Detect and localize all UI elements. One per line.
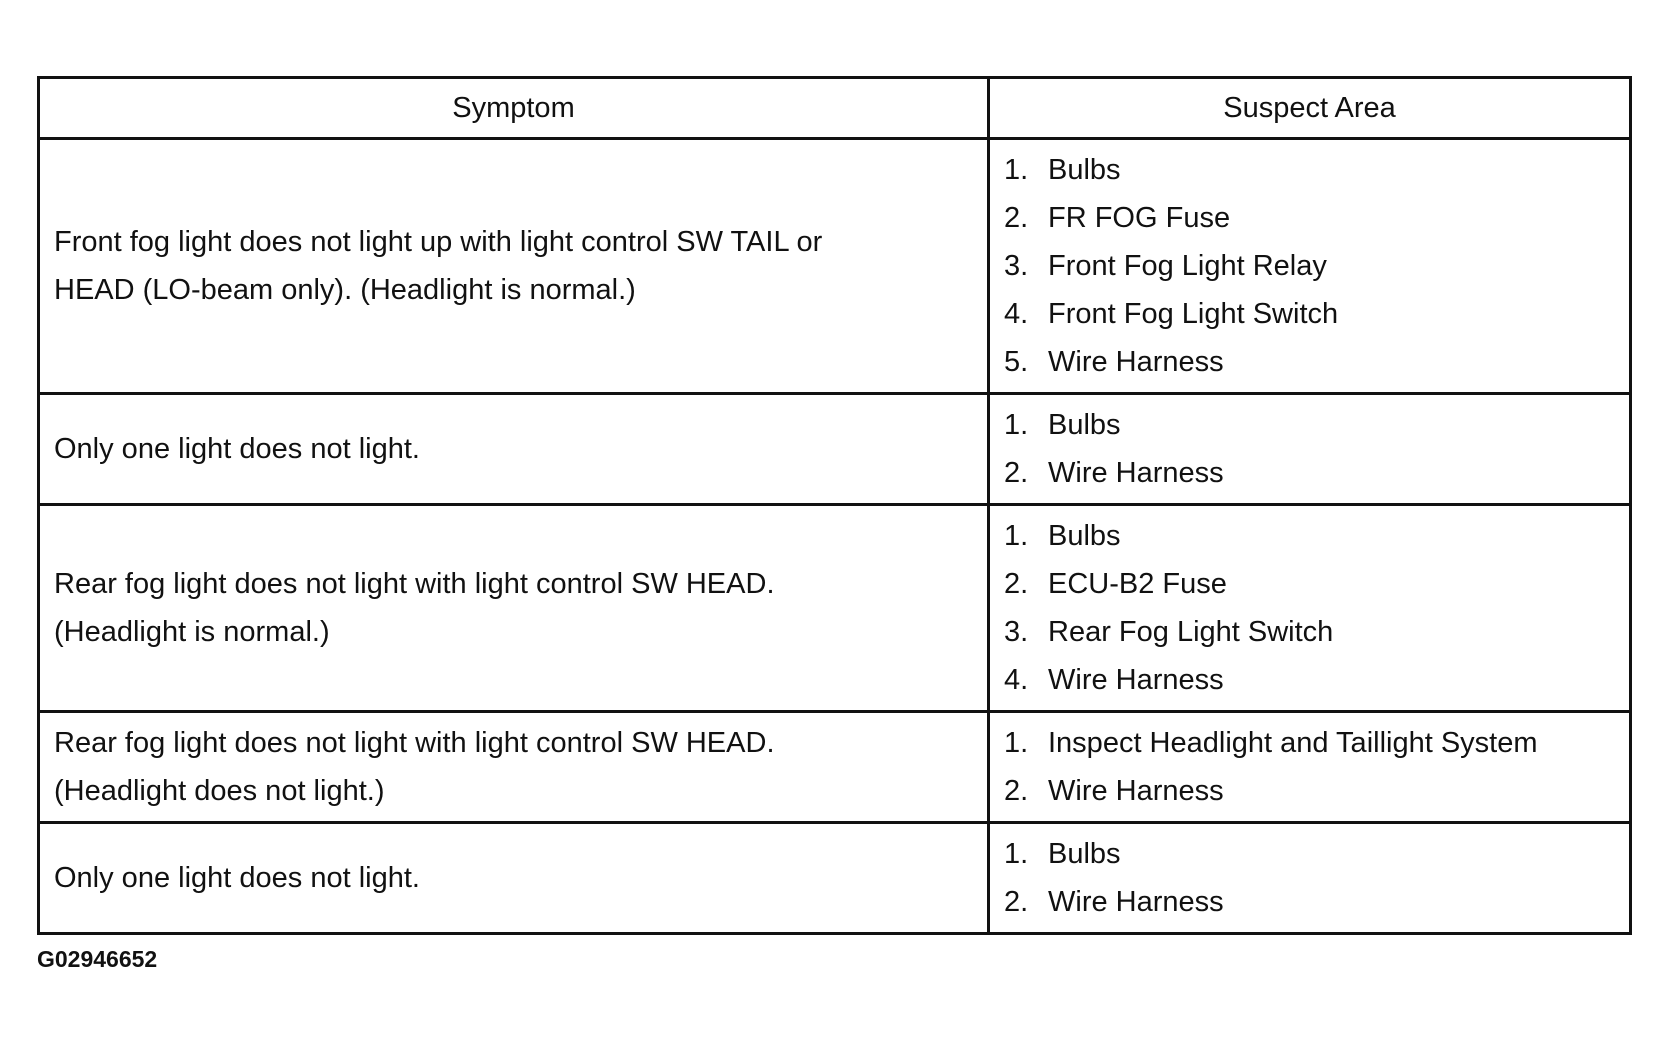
suspect-area-list xyxy=(1004,401,1615,497)
suspect-area-cell xyxy=(989,139,1631,394)
suspect-item xyxy=(1004,242,1615,290)
item-text: ECU-B2 Fuse xyxy=(1048,568,1227,600)
suspect-item xyxy=(1004,608,1615,656)
suspect-item xyxy=(1004,719,1615,767)
item-text: Wire Harness xyxy=(1048,775,1224,807)
suspect-area-cell xyxy=(989,505,1631,712)
suspect-item xyxy=(1004,401,1615,449)
header-suspect-area: Suspect Area xyxy=(989,78,1631,139)
symptom-line: Rear fog light does not light with light control SW HEAD. xyxy=(54,568,775,600)
item-text: Wire Harness xyxy=(1048,886,1224,918)
item-number: 4. xyxy=(1004,298,1029,330)
suspect-item xyxy=(1004,449,1615,497)
item-number: 1. xyxy=(1004,727,1029,759)
symptom-cell xyxy=(39,394,989,505)
item-number: 2. xyxy=(1004,886,1029,918)
item-number: 2. xyxy=(1004,568,1029,600)
table-row xyxy=(39,712,1631,823)
symptom-line: Rear fog light does not light with light control SW HEAD. xyxy=(54,727,775,759)
suspect-area-cell xyxy=(989,394,1631,505)
item-text: Front Fog Light Switch xyxy=(1048,298,1339,330)
symptom-cell xyxy=(39,823,989,934)
item-number: 2. xyxy=(1004,457,1029,489)
symptom-cell xyxy=(39,712,989,823)
suspect-area-cell xyxy=(989,712,1631,823)
symptom-table xyxy=(37,76,1632,935)
table-row xyxy=(39,505,1631,712)
item-number: 1. xyxy=(1004,838,1029,870)
item-number: 1. xyxy=(1004,409,1029,441)
item-text: Inspect Headlight and Taillight System xyxy=(1048,727,1538,759)
suspect-area-list xyxy=(1004,512,1615,704)
item-text: Rear Fog Light Switch xyxy=(1048,616,1334,648)
suspect-item xyxy=(1004,767,1615,815)
item-text: FR FOG Fuse xyxy=(1048,202,1231,234)
item-text: Bulbs xyxy=(1048,520,1121,552)
symptom-cell xyxy=(39,139,989,394)
item-text: Bulbs xyxy=(1048,154,1121,186)
item-text: Bulbs xyxy=(1048,838,1121,870)
item-text: Wire Harness xyxy=(1048,664,1224,696)
suspect-item xyxy=(1004,656,1615,704)
header-row xyxy=(39,78,1631,139)
suspect-area-cell xyxy=(989,823,1631,934)
item-number: 5. xyxy=(1004,346,1029,378)
item-number: 3. xyxy=(1004,250,1029,282)
symptom-line: HEAD (LO-beam only). (Headlight is normal.) xyxy=(54,274,636,306)
item-number: 2. xyxy=(1004,775,1029,807)
symptom-line: Front fog light does not light up with light control SW TAIL or xyxy=(54,226,823,258)
symptom-cell xyxy=(39,505,989,712)
symptom-line: (Headlight does not light.) xyxy=(54,775,385,807)
suspect-item xyxy=(1004,830,1615,878)
suspect-item xyxy=(1004,512,1615,560)
symptom-line: (Headlight is normal.) xyxy=(54,616,330,648)
suspect-item xyxy=(1004,194,1615,242)
suspect-item xyxy=(1004,560,1615,608)
symptom-line: Only one light does not light. xyxy=(54,433,420,465)
item-text: Wire Harness xyxy=(1048,346,1224,378)
item-number: 4. xyxy=(1004,664,1029,696)
figure-id: G02946652 xyxy=(37,946,158,972)
item-number: 1. xyxy=(1004,520,1029,552)
table-row xyxy=(39,823,1631,934)
symptom-line: Only one light does not light. xyxy=(54,862,420,894)
item-number: 1. xyxy=(1004,154,1029,186)
item-number: 2. xyxy=(1004,202,1029,234)
item-number: 3. xyxy=(1004,616,1029,648)
item-text: Wire Harness xyxy=(1048,457,1224,489)
item-text: Bulbs xyxy=(1048,409,1121,441)
suspect-item xyxy=(1004,338,1615,386)
header-symptom: Symptom xyxy=(39,78,989,139)
suspect-area-list xyxy=(1004,719,1615,815)
suspect-item xyxy=(1004,290,1615,338)
table-row xyxy=(39,139,1631,394)
suspect-area-list xyxy=(1004,830,1615,926)
table-row xyxy=(39,394,1631,505)
suspect-area-list xyxy=(1004,146,1615,386)
suspect-item xyxy=(1004,146,1615,194)
item-text: Front Fog Light Relay xyxy=(1048,250,1327,282)
suspect-item xyxy=(1004,878,1615,926)
